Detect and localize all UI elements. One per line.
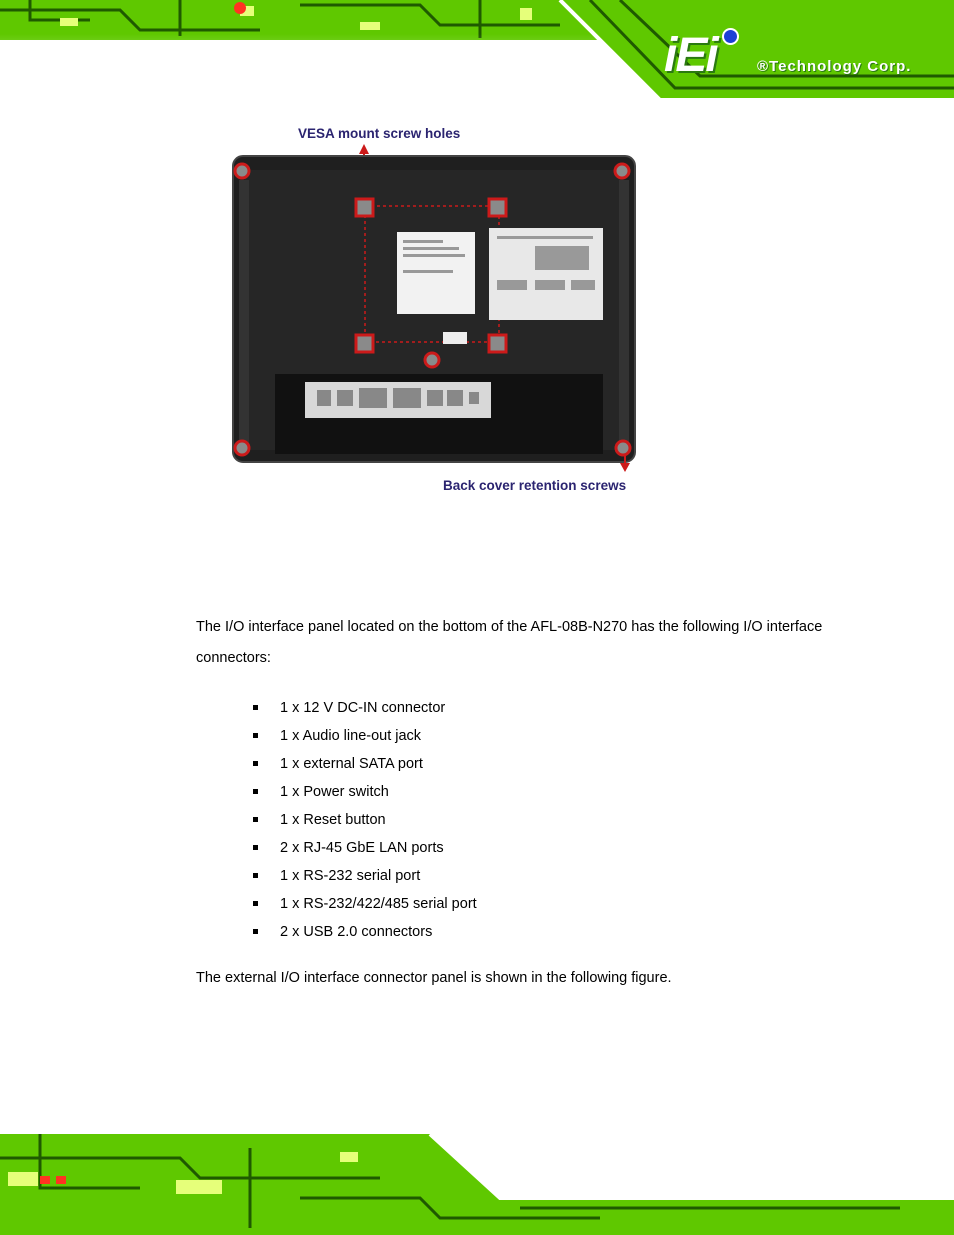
connector-list-item bbox=[253, 806, 836, 834]
bullet-icon bbox=[253, 845, 258, 850]
header-banner bbox=[0, 0, 954, 112]
bullet-icon bbox=[253, 873, 258, 878]
bullet-icon bbox=[253, 929, 258, 934]
logo-dot-icon bbox=[722, 28, 739, 45]
logo-text: ®Technology Corp. bbox=[757, 58, 912, 75]
retention-callout-label: Back cover retention screws bbox=[443, 478, 627, 493]
connector-list-item bbox=[253, 890, 836, 918]
connector-label: 1 x Power switch bbox=[280, 784, 389, 800]
connector-label: 1 x Audio line-out jack bbox=[280, 728, 422, 744]
connector-list-item bbox=[253, 834, 836, 862]
intro-paragraph: The I/O interface panel located on the bottom of the AFL-08B-N270 has the following I/O interface connectors: bbox=[196, 619, 823, 666]
connector-label: 2 x USB 2.0 connectors bbox=[280, 924, 433, 940]
connector-list-item bbox=[253, 918, 836, 946]
rear-panel-illustration bbox=[225, 120, 645, 480]
bullet-icon bbox=[253, 761, 258, 766]
bullet-icon bbox=[253, 901, 258, 906]
connector-label: 1 x external SATA port bbox=[280, 756, 423, 772]
connector-label: 1 x RS-232/422/485 serial port bbox=[280, 896, 477, 912]
bullet-icon bbox=[253, 789, 258, 794]
connector-label: 1 x RS-232 serial port bbox=[280, 868, 421, 884]
connector-list-item bbox=[253, 694, 836, 722]
io-interface-section bbox=[196, 612, 836, 992]
connector-label: 2 x RJ-45 GbE LAN ports bbox=[280, 840, 444, 856]
footer-banner bbox=[0, 1128, 954, 1235]
connector-list-item bbox=[253, 750, 836, 778]
connector-label: 1 x Reset button bbox=[280, 812, 386, 828]
connector-list-item bbox=[253, 862, 836, 890]
logo-mark: iEi bbox=[664, 29, 717, 82]
bullet-icon bbox=[253, 733, 258, 738]
closing-paragraph: The external I/O interface connector panel is shown in the following figure. bbox=[196, 970, 672, 986]
company-logo bbox=[664, 28, 924, 88]
rear-panel-figure bbox=[225, 120, 645, 500]
bullet-icon bbox=[253, 817, 258, 822]
connector-label: 1 x 12 V DC-IN connector bbox=[280, 700, 446, 716]
bullet-icon bbox=[253, 705, 258, 710]
pcb-footer-graphic bbox=[0, 1128, 954, 1235]
vesa-callout-label: VESA mount screw holes bbox=[298, 126, 461, 141]
connector-list-item bbox=[253, 722, 836, 750]
connector-list-item bbox=[253, 778, 836, 806]
connector-list bbox=[196, 694, 836, 946]
